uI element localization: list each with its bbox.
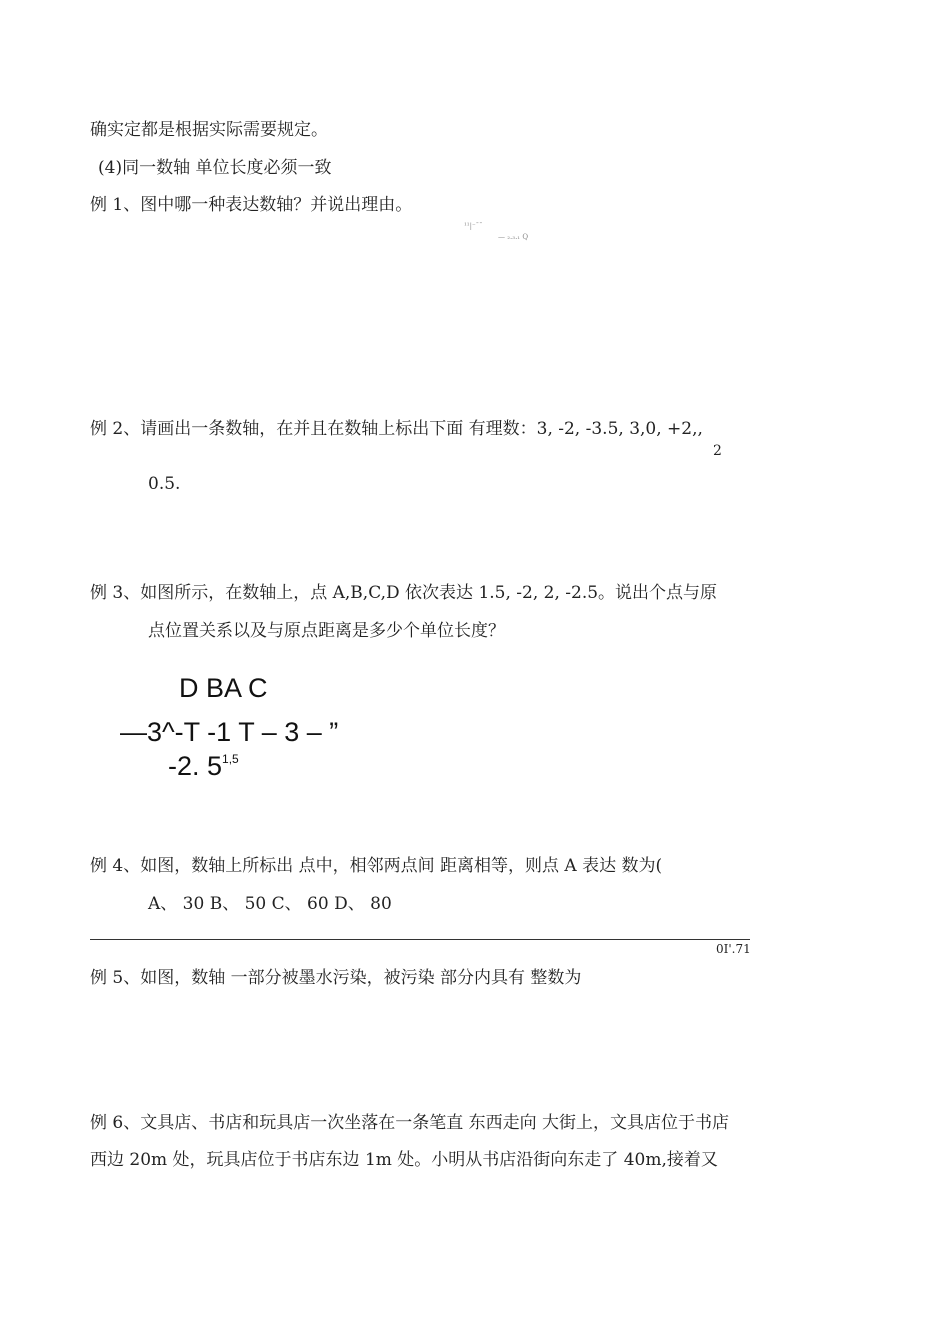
text-line-1: 确实定都是根据实际需要规定。 bbox=[90, 120, 328, 140]
figure-point-labels: D BA C bbox=[179, 673, 268, 703]
example-2-fraction-denominator: 2 bbox=[713, 443, 722, 459]
figure-value-labels bbox=[168, 753, 239, 780]
text-line-2: (4)同一数轴 单位长度必须一致 bbox=[98, 158, 332, 178]
example-1-figure-fragment-b: — ₂.₃.₁ Q bbox=[498, 233, 529, 241]
figure-axis-text: —3^-T -1 T – 3 – ” bbox=[120, 717, 339, 747]
example-3-question: 例 3、如图所示，在数轴上，点 A,B,C,D 依次表达 1.5, -2, 2, -2.5。说出个点与原 bbox=[90, 583, 718, 603]
example-3-continuation: 点位置关系以及与原点距离是多少个单位长度？ bbox=[148, 621, 505, 641]
example-5-question: 例 5、如图，数轴 一部分被墨水污染，被污染 部分内具有 整数为 bbox=[90, 968, 582, 988]
figure-value-main: -2. 5 bbox=[168, 751, 223, 781]
example-4-figure-label: 0I'.71 bbox=[716, 942, 751, 956]
example-1-question: 例 1、图中哪一种表达数轴？并说出理由。 bbox=[90, 195, 413, 215]
example-2-continuation: 0.5. bbox=[148, 474, 181, 494]
example-2-question: 例 2、请画出一条数轴，在并且在数轴上标出下面 有理数：3, -2, -3.5, 3,0, +2,, bbox=[90, 419, 703, 439]
example-4-options: A、 30 B、 50 C、 60 D、 80 bbox=[148, 894, 392, 914]
figure-value-superscript: 1,5 bbox=[222, 752, 239, 766]
example-4-number-line bbox=[90, 939, 750, 940]
example-4-question: 例 4、如图，数轴上所标出 点中，相邻两点间 距离相等，则点 A 表达 数为( bbox=[90, 856, 663, 876]
example-6-question: 例 6、文具店、书店和玩具店一次坐落在一条笔直 东西走向 大街上，文具店位于书店 bbox=[90, 1113, 730, 1133]
example-6-continuation: 西边 20m 处，玩具店位于书店东边 1m 处。小明从书店沿街向东走了 40m,接着又 bbox=[90, 1150, 718, 1170]
example-1-figure-fragment-a: ¹¹|⁻¯¯ bbox=[464, 222, 483, 230]
